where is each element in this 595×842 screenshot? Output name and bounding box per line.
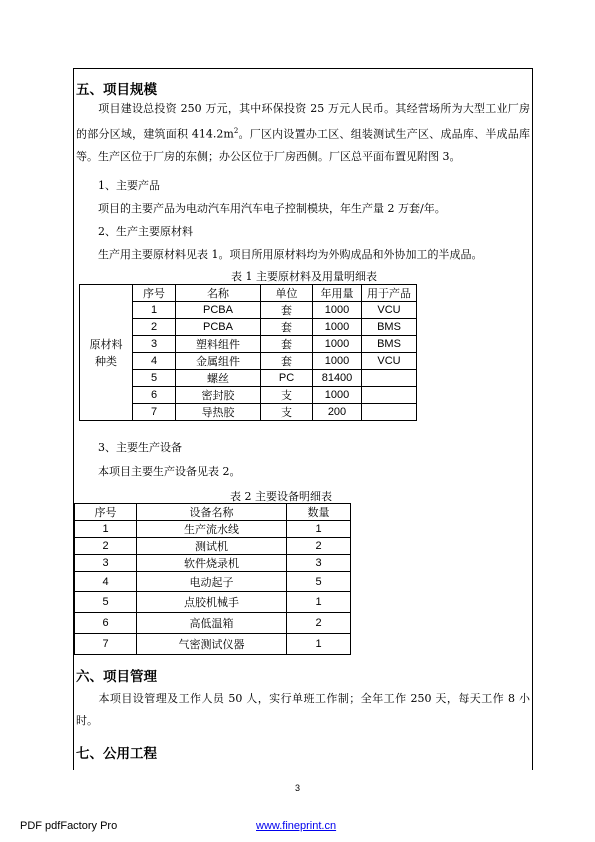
materials-text: 生产用主要原材料见表 1。项目所用原材料均为外购成品和外协加工的半成品。 <box>98 248 483 261</box>
table-header-row <box>80 285 417 302</box>
section-5-heading: 五、项目规模 <box>76 82 157 98</box>
table-cell: 1 <box>287 634 351 655</box>
table-cell <box>362 370 417 387</box>
table-row <box>75 592 351 613</box>
table-cell: 密封胶 <box>176 387 261 404</box>
table-cell: 81400 <box>313 370 362 387</box>
table-cell <box>362 387 417 404</box>
table-cell: 5 <box>75 592 137 613</box>
page-number: 3 <box>294 783 300 793</box>
table-1-caption: 表 1 主要原材料及用量明细表 <box>231 270 377 283</box>
table-cell: 4 <box>75 572 137 592</box>
table-row <box>75 555 351 572</box>
table-cell: 5 <box>287 572 351 592</box>
table-cell: 导热胶 <box>176 404 261 421</box>
header-cell: 序号 <box>75 504 137 521</box>
equipment-table <box>74 503 351 655</box>
header-cell: 序号 <box>133 285 176 302</box>
table-cell: 2 <box>287 613 351 634</box>
section-6-paragraph <box>76 688 530 732</box>
table-cell: VCU <box>362 353 417 370</box>
equipment-text: 本项目主要生产设备见表 2。 <box>98 465 241 478</box>
table-cell <box>362 404 417 421</box>
sub-heading-materials: 2、生产主要原材料 <box>98 225 193 238</box>
table-cell: 2 <box>133 319 176 336</box>
paragraph-text-b: 。厂区内设置办工区、组装测试生产区、成品库、半成品库等。生产区位于厂房的东侧；办公区位于厂房西侧。厂区总平面布置见附图 3。 <box>76 127 530 163</box>
table-cell: 5 <box>133 370 176 387</box>
table-cell: 塑料组件 <box>176 336 261 353</box>
table-cell: 螺丝 <box>176 370 261 387</box>
table-cell: 1000 <box>313 387 362 404</box>
header-cell: 单位 <box>261 285 313 302</box>
table-cell: 4 <box>133 353 176 370</box>
table-cell: 7 <box>133 404 176 421</box>
table-cell: 软件烧录机 <box>137 555 287 572</box>
table-cell: 套 <box>261 302 313 319</box>
table-cell: 点胶机械手 <box>137 592 287 613</box>
header-cell: 数量 <box>287 504 351 521</box>
section-7-heading: 七、公用工程 <box>76 746 157 762</box>
table-cell: PCBA <box>176 302 261 319</box>
table-cell: VCU <box>362 302 417 319</box>
superscript: 2 <box>233 127 239 135</box>
materials-table <box>79 284 417 421</box>
table-cell: 支 <box>261 387 313 404</box>
paragraph-text-a: 项目建设总投资 250 万元，其中环保投资 25 万元人民币。其经营场所为大型工业厂房的部分区域，建筑面积 414.2m <box>76 102 530 141</box>
table-cell: BMS <box>362 336 417 353</box>
table-cell: 3 <box>133 336 176 353</box>
table-cell: 套 <box>261 336 313 353</box>
table-row <box>75 572 351 592</box>
table-cell: 1000 <box>313 336 362 353</box>
table-cell: 2 <box>287 538 351 555</box>
table-cell: 1 <box>75 521 137 538</box>
table-cell: 6 <box>133 387 176 404</box>
table-header-row <box>75 504 351 521</box>
table-row <box>75 538 351 555</box>
table-cell: 金属组件 <box>176 353 261 370</box>
section-6-heading: 六、项目管理 <box>76 669 157 685</box>
table-2-caption: 表 2 主要设备明细表 <box>230 490 332 503</box>
table-cell: 200 <box>313 404 362 421</box>
table-cell: 6 <box>75 613 137 634</box>
products-text: 项目的主要产品为电动汽车用汽车电子控制模块，年生产量 2 万套/年。 <box>98 202 446 215</box>
table-row <box>75 521 351 538</box>
table-cell: 1 <box>287 592 351 613</box>
header-cell: 设备名称 <box>137 504 287 521</box>
table-cell: 测试机 <box>137 538 287 555</box>
table-cell: 套 <box>261 353 313 370</box>
table-cell: 电动起子 <box>137 572 287 592</box>
header-cell: 年用量 <box>313 285 362 302</box>
table-cell: 1000 <box>313 302 362 319</box>
table-cell: 2 <box>75 538 137 555</box>
table-cell: PCBA <box>176 319 261 336</box>
table-cell: 3 <box>287 555 351 572</box>
table-cell: BMS <box>362 319 417 336</box>
sub-heading-products: 1、主要产品 <box>98 179 160 192</box>
table-cell: 套 <box>261 319 313 336</box>
table-cell: 气密测试仪器 <box>137 634 287 655</box>
table-cell: PC <box>261 370 313 387</box>
table-cell: 7 <box>75 634 137 655</box>
table-cell: 支 <box>261 404 313 421</box>
table-row <box>75 634 351 655</box>
table-cell: 1 <box>133 302 176 319</box>
footer-link[interactable]: www.fineprint.cn <box>256 820 337 832</box>
sub-heading-equipment: 3、主要生产设备 <box>98 441 182 454</box>
table-cell: 高低温箱 <box>137 613 287 634</box>
table-cell: 1 <box>287 521 351 538</box>
table-row <box>75 613 351 634</box>
footer-producer-text: PDF pdfFactory Pro <box>20 820 118 832</box>
table-cell: 1000 <box>313 353 362 370</box>
group-label-cell: 原材料种类 <box>80 285 133 421</box>
table-cell: 1000 <box>313 319 362 336</box>
table-cell: 生产流水线 <box>137 521 287 538</box>
header-cell: 名称 <box>176 285 261 302</box>
table-cell: 3 <box>75 555 137 572</box>
paragraph-text: 本项目设管理及工作人员 50 人，实行单班工作制；全年工作 250 天，每天工作 8 小时。 <box>76 692 530 727</box>
section-5-paragraph <box>76 98 530 168</box>
header-cell: 用于产品 <box>362 285 417 302</box>
